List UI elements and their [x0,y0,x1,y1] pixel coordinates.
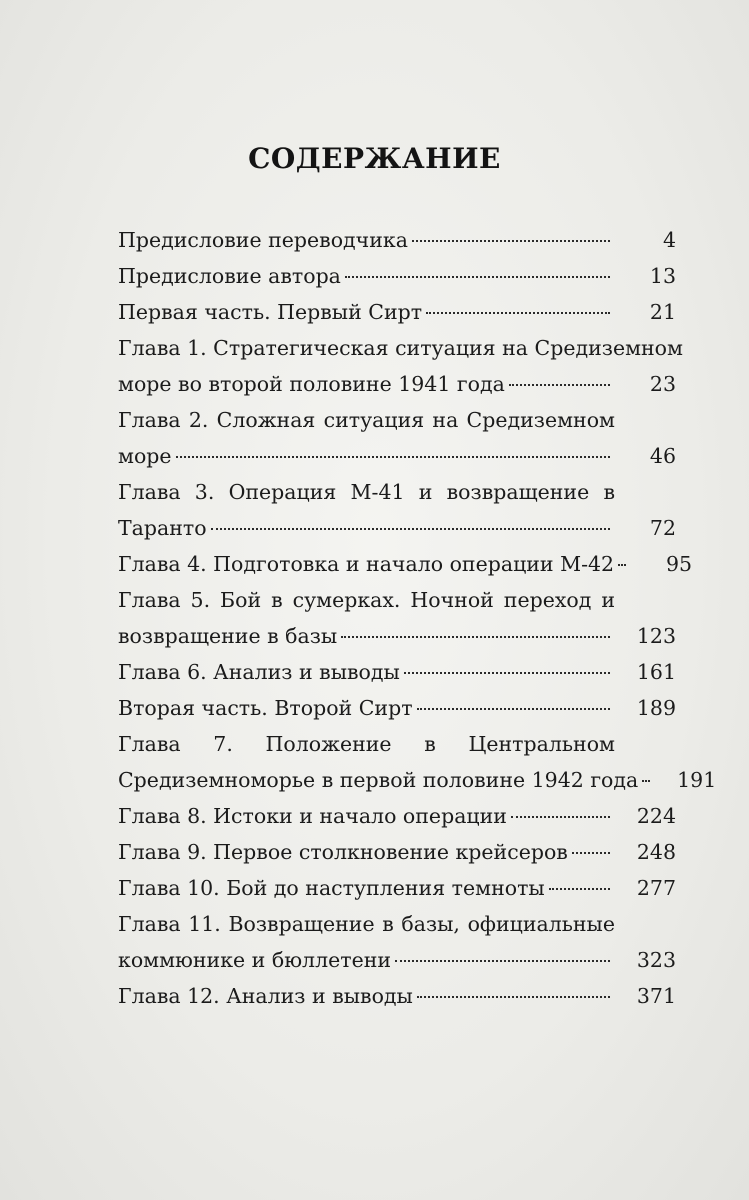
toc-page-number: 371 [636,984,676,1008]
dot-leader [211,528,610,530]
toc-entry-text: Глава 4. Подготовка и начало операции М-42 [118,552,615,576]
toc-entry-line [118,834,676,870]
toc-entry-first-line: Глава 5. Бой в сумерках. Ночной переход и [118,588,615,612]
dot-leader [412,240,610,242]
toc-page-number: 248 [636,840,676,864]
toc-entry-text: Таранто [118,516,207,540]
toc-entry-text: коммюнике и бюллетени [118,948,392,972]
toc-entry-text: море во второй половине 1941 года [118,372,505,396]
toc-entry [118,654,676,690]
toc-page-number: 189 [636,696,676,720]
toc-entry-first-line: Глава 3. Операция М-41 и возвращение в [118,480,615,504]
table-of-contents [118,222,717,1014]
toc-page-number: 46 [649,444,676,468]
toc-entry-line [118,762,717,798]
toc-page-number: 224 [636,804,676,828]
dot-leader [395,960,610,962]
toc-page-number: 13 [649,264,676,288]
toc-entry [118,582,676,654]
toc-page-number: 191 [677,768,717,792]
toc-entry [118,474,676,546]
toc-entry-text: возвращение в базы [118,624,338,648]
toc-entry-line [118,978,676,1014]
dot-leader [642,780,650,782]
dot-leader [417,708,610,710]
dot-leader [509,384,610,386]
toc-entry-text: Глава 6. Анализ и выводы [118,660,400,684]
toc-entry-line [118,798,676,834]
toc-entry-text: Глава 10. Бой до наступления темноты [118,876,545,900]
toc-entry [118,330,683,402]
toc-page-number: 277 [636,876,676,900]
toc-entry-line [118,258,676,294]
toc-entry-first-line: Глава 7. Положение в Центральном [118,732,615,756]
toc-entry-first-line: Глава 2. Сложная ситуация на Средиземном [118,408,615,432]
dot-leader [176,456,610,458]
toc-entry-line [118,690,676,726]
toc-entry-line [118,366,676,402]
toc-entry-line [118,510,676,546]
toc-page-number: 4 [662,228,676,252]
toc-entry [118,222,676,258]
toc-page-number: 123 [636,624,676,648]
toc-entry [118,978,676,1014]
toc-entry-text: Глава 12. Анализ и выводы [118,984,413,1008]
toc-page-number: 95 [666,552,693,576]
dot-leader [341,636,610,638]
toc-entry-line [118,942,676,978]
dot-leader [618,564,626,566]
toc-entry-text: Предисловие автора [118,264,341,288]
toc-entry [118,834,676,870]
dot-leader [404,672,610,674]
toc-entry [118,798,676,834]
toc-entry-text: море [118,444,172,468]
toc-entry-line [118,870,676,906]
toc-entry [118,402,676,474]
toc-entry-first-line: Глава 1. Стратегическая ситуация на Средиземном [118,336,683,360]
toc-entry-line [118,654,676,690]
toc-entry [118,258,676,294]
toc-entry-text: Средиземноморье в первой половине 1942 года [118,768,639,792]
toc-page-number: 21 [649,300,676,324]
toc-entry [118,546,693,582]
toc-entry-line [118,438,676,474]
toc-entry [118,906,676,978]
toc-entry-text: Глава 8. Истоки и начало операции [118,804,507,828]
dot-leader [426,312,610,314]
toc-entry [118,870,676,906]
dot-leader [417,996,610,998]
toc-entry-first-line: Глава 11. Возвращение в базы, официальные [118,912,615,936]
dot-leader [572,852,610,854]
dot-leader [511,816,610,818]
toc-entry-line [118,546,693,582]
toc-page-number: 72 [649,516,676,540]
toc-entry-text: Предисловие переводчика [118,228,408,252]
toc-page-number: 161 [636,660,676,684]
toc-entry [118,294,676,330]
toc-entry-line [118,222,676,258]
toc-entry [118,690,676,726]
toc-page-number: 23 [649,372,676,396]
dot-leader [549,888,610,890]
toc-page-number: 323 [636,948,676,972]
toc-entry-text: Первая часть. Первый Сирт [118,300,423,324]
dot-leader [345,276,610,278]
toc-entry-line [118,618,676,654]
toc-entry-text: Вторая часть. Второй Сирт [118,696,413,720]
page-title: СОДЕРЖАНИЕ [248,142,501,175]
toc-entry-text: Глава 9. Первое столкновение крейсеров [118,840,568,864]
toc-entry-line [118,294,676,330]
toc-entry [118,726,717,798]
